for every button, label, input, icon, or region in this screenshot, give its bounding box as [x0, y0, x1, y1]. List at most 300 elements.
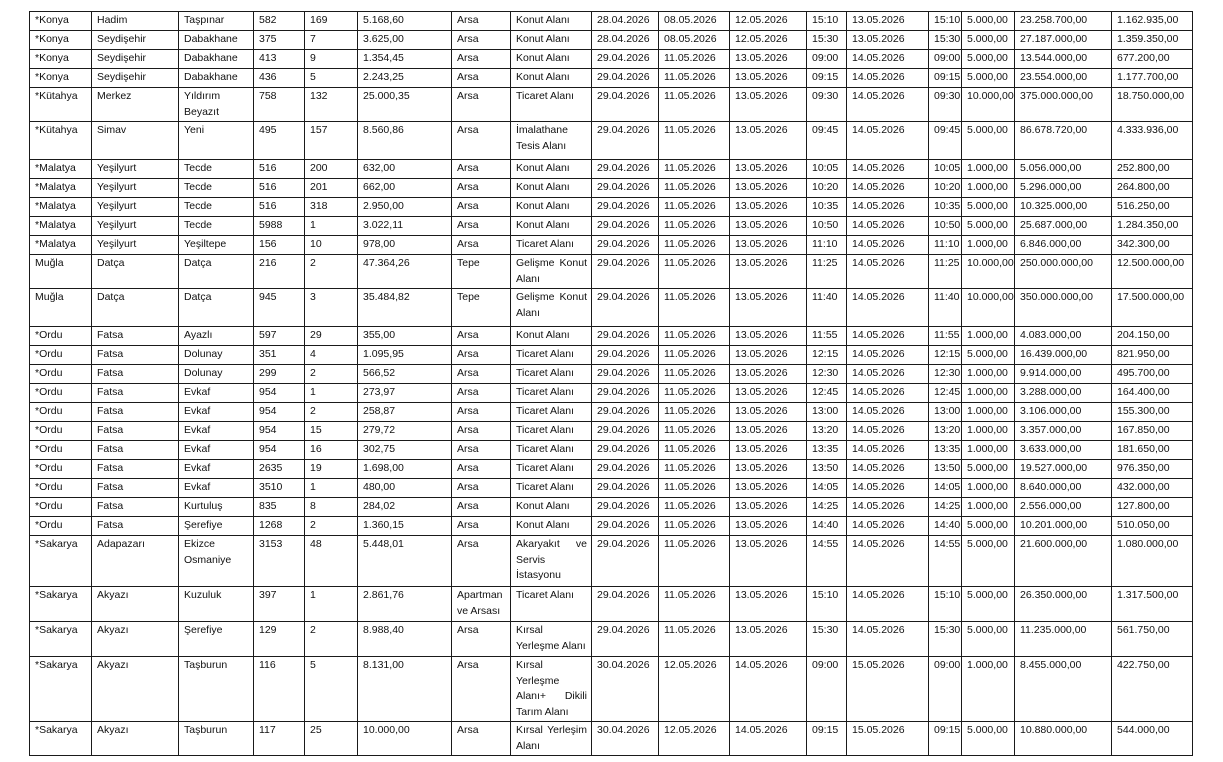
cell-block: 397 — [254, 587, 305, 622]
cell-block: 758 — [254, 88, 305, 122]
cell-parcel: 169 — [305, 12, 358, 31]
cell-property-type: Arsa — [452, 441, 511, 460]
cell-zoning: Ticaret Alanı — [511, 422, 592, 441]
table-row — [30, 31, 1193, 50]
cell-block: 954 — [254, 441, 305, 460]
cell-block: 945 — [254, 289, 305, 327]
cell-second-auction-date: 14.05.2026 — [847, 69, 929, 88]
cell-first-auction-time: 11:10 — [807, 236, 847, 255]
cell-increment: 10.000,00 — [962, 88, 1015, 122]
cell-neighborhood: Dolunay — [179, 365, 254, 384]
cell-second-auction-date: 14.05.2026 — [847, 622, 929, 657]
cell-announce-date: 29.04.2026 — [592, 327, 659, 346]
cell-first-auction-date: 12.05.2026 — [730, 12, 807, 31]
cell-second-auction-time: 15:30 — [929, 31, 962, 50]
cell-second-auction-date: 14.05.2026 — [847, 460, 929, 479]
cell-first-auction-date: 13.05.2026 — [730, 289, 807, 327]
table-row — [30, 217, 1193, 236]
cell-estimated-value: 13.544.000,00 — [1015, 50, 1112, 69]
cell-zoning: Konut Alanı — [511, 198, 592, 217]
cell-estimated-value: 19.527.000,00 — [1015, 460, 1112, 479]
cell-second-auction-date: 14.05.2026 — [847, 384, 929, 403]
cell-property-type: Arsa — [452, 69, 511, 88]
cell-neighborhood: Taşburun — [179, 722, 254, 756]
cell-deposit: 510.050,00 — [1112, 517, 1193, 536]
cell-second-auction-date: 14.05.2026 — [847, 517, 929, 536]
cell-first-auction-time: 11:25 — [807, 255, 847, 289]
cell-application-deadline: 11.05.2026 — [659, 179, 730, 198]
cell-block: 436 — [254, 69, 305, 88]
cell-parcel: 132 — [305, 88, 358, 122]
cell-second-auction-time: 15:30 — [929, 622, 962, 657]
cell-increment: 10.000,00 — [962, 289, 1015, 327]
cell-district: Yeşilyurt — [92, 236, 179, 255]
cell-block: 129 — [254, 622, 305, 657]
cell-first-auction-date: 13.05.2026 — [730, 346, 807, 365]
cell-district: Fatsa — [92, 403, 179, 422]
cell-zoning: Ticaret Alanı — [511, 587, 592, 622]
cell-application-deadline: 11.05.2026 — [659, 217, 730, 236]
cell-announce-date: 29.04.2026 — [592, 422, 659, 441]
cell-property-type: Arsa — [452, 160, 511, 179]
cell-neighborhood: Evkaf — [179, 460, 254, 479]
cell-first-auction-time: 15:10 — [807, 587, 847, 622]
cell-parcel: 1 — [305, 217, 358, 236]
cell-second-auction-time: 09:00 — [929, 50, 962, 69]
cell-zoning: Konut Alanı — [511, 517, 592, 536]
cell-application-deadline: 11.05.2026 — [659, 422, 730, 441]
cell-province: *Ordu — [30, 479, 92, 498]
cell-property-type: Arsa — [452, 327, 511, 346]
cell-district: Akyazı — [92, 722, 179, 756]
cell-estimated-value: 250.000.000,00 — [1015, 255, 1112, 289]
cell-first-auction-time: 09:00 — [807, 50, 847, 69]
cell-deposit: 432.000,00 — [1112, 479, 1193, 498]
cell-estimated-value: 4.083.000,00 — [1015, 327, 1112, 346]
cell-block: 375 — [254, 31, 305, 50]
cell-announce-date: 29.04.2026 — [592, 479, 659, 498]
cell-property-type: Arsa — [452, 88, 511, 122]
cell-second-auction-date: 15.05.2026 — [847, 722, 929, 756]
cell-parcel: 29 — [305, 327, 358, 346]
cell-block: 516 — [254, 160, 305, 179]
cell-deposit: 167.850,00 — [1112, 422, 1193, 441]
cell-parcel: 15 — [305, 422, 358, 441]
cell-zoning: Konut Alanı — [511, 217, 592, 236]
cell-neighborhood: Datça — [179, 289, 254, 327]
cell-second-auction-date: 14.05.2026 — [847, 50, 929, 69]
cell-application-deadline: 11.05.2026 — [659, 587, 730, 622]
cell-application-deadline: 11.05.2026 — [659, 384, 730, 403]
cell-block: 299 — [254, 365, 305, 384]
table-row — [30, 479, 1193, 498]
cell-first-auction-time: 13:00 — [807, 403, 847, 422]
cell-block: 117 — [254, 722, 305, 756]
cell-block: 216 — [254, 255, 305, 289]
table-row — [30, 289, 1193, 327]
cell-block: 2635 — [254, 460, 305, 479]
cell-zoning: Konut Alanı — [511, 31, 592, 50]
table-row — [30, 657, 1193, 722]
cell-zoning: Ticaret Alanı — [511, 403, 592, 422]
cell-first-auction-time: 12:15 — [807, 346, 847, 365]
cell-area-m2: 3.022,11 — [358, 217, 452, 236]
cell-announce-date: 29.04.2026 — [592, 236, 659, 255]
cell-property-type: Arsa — [452, 50, 511, 69]
cell-application-deadline: 11.05.2026 — [659, 365, 730, 384]
cell-announce-date: 30.04.2026 — [592, 657, 659, 722]
cell-second-auction-time: 09:45 — [929, 122, 962, 160]
cell-zoning: Kırsal Yerleşme Alanı — [511, 622, 592, 657]
cell-district: Fatsa — [92, 346, 179, 365]
cell-province: *Ordu — [30, 498, 92, 517]
cell-first-auction-date: 13.05.2026 — [730, 517, 807, 536]
cell-first-auction-time: 14:05 — [807, 479, 847, 498]
cell-second-auction-time: 12:30 — [929, 365, 962, 384]
cell-zoning: Ticaret Alanı — [511, 441, 592, 460]
cell-parcel: 5 — [305, 69, 358, 88]
cell-application-deadline: 11.05.2026 — [659, 460, 730, 479]
cell-province: *Sakarya — [30, 622, 92, 657]
cell-first-auction-date: 13.05.2026 — [730, 422, 807, 441]
cell-increment: 5.000,00 — [962, 536, 1015, 587]
cell-increment: 5.000,00 — [962, 722, 1015, 756]
cell-increment: 5.000,00 — [962, 12, 1015, 31]
table-row — [30, 50, 1193, 69]
cell-neighborhood: Yeni — [179, 122, 254, 160]
cell-province: *Kütahya — [30, 88, 92, 122]
cell-second-auction-date: 15.05.2026 — [847, 657, 929, 722]
cell-deposit: 1.177.700,00 — [1112, 69, 1193, 88]
cell-province: *Sakarya — [30, 722, 92, 756]
cell-district: Merkez — [92, 88, 179, 122]
cell-zoning: Ticaret Alanı — [511, 479, 592, 498]
cell-second-auction-date: 14.05.2026 — [847, 587, 929, 622]
cell-zoning: Ticaret Alanı — [511, 236, 592, 255]
cell-increment: 5.000,00 — [962, 69, 1015, 88]
document-page — [29, 11, 1193, 756]
cell-first-auction-time: 09:00 — [807, 657, 847, 722]
cell-property-type: Arsa — [452, 179, 511, 198]
cell-deposit: 264.800,00 — [1112, 179, 1193, 198]
cell-property-type: Arsa — [452, 460, 511, 479]
cell-property-type: Arsa — [452, 122, 511, 160]
cell-block: 954 — [254, 384, 305, 403]
table-row — [30, 422, 1193, 441]
cell-first-auction-time: 10:20 — [807, 179, 847, 198]
cell-second-auction-time: 10:50 — [929, 217, 962, 236]
cell-district: Hadim — [92, 12, 179, 31]
cell-first-auction-time: 13:20 — [807, 422, 847, 441]
cell-estimated-value: 16.439.000,00 — [1015, 346, 1112, 365]
cell-zoning: Ticaret Alanı — [511, 346, 592, 365]
cell-neighborhood: Şerefiye — [179, 622, 254, 657]
cell-first-auction-date: 13.05.2026 — [730, 403, 807, 422]
cell-application-deadline: 08.05.2026 — [659, 31, 730, 50]
cell-second-auction-time: 14:25 — [929, 498, 962, 517]
cell-district: Adapazarı — [92, 536, 179, 587]
cell-area-m2: 25.000,35 — [358, 88, 452, 122]
cell-province: *Malatya — [30, 160, 92, 179]
cell-zoning: Ticaret Alanı — [511, 460, 592, 479]
cell-estimated-value: 21.600.000,00 — [1015, 536, 1112, 587]
cell-district: Yeşilyurt — [92, 217, 179, 236]
cell-neighborhood: Şerefiye — [179, 517, 254, 536]
cell-property-type: Arsa — [452, 403, 511, 422]
cell-property-type: Arsa — [452, 498, 511, 517]
cell-deposit: 12.500.000,00 — [1112, 255, 1193, 289]
cell-first-auction-time: 11:55 — [807, 327, 847, 346]
cell-zoning: Konut Alanı — [511, 50, 592, 69]
cell-zoning: Ticaret Alanı — [511, 384, 592, 403]
cell-deposit: 821.950,00 — [1112, 346, 1193, 365]
cell-block: 835 — [254, 498, 305, 517]
table-row — [30, 12, 1193, 31]
cell-estimated-value: 25.687.000,00 — [1015, 217, 1112, 236]
cell-increment: 1.000,00 — [962, 384, 1015, 403]
cell-neighborhood: Kurtuluş — [179, 498, 254, 517]
cell-second-auction-time: 09:15 — [929, 722, 962, 756]
cell-district: Yeşilyurt — [92, 198, 179, 217]
cell-first-auction-date: 13.05.2026 — [730, 365, 807, 384]
cell-increment: 5.000,00 — [962, 217, 1015, 236]
cell-area-m2: 8.988,40 — [358, 622, 452, 657]
cell-neighborhood: Dolunay — [179, 346, 254, 365]
cell-estimated-value: 8.455.000,00 — [1015, 657, 1112, 722]
table-row — [30, 403, 1193, 422]
cell-area-m2: 5.168,60 — [358, 12, 452, 31]
cell-estimated-value: 8.640.000,00 — [1015, 479, 1112, 498]
cell-province: *Kütahya — [30, 122, 92, 160]
cell-zoning: İmalathane Tesis Alanı — [511, 122, 592, 160]
cell-deposit: 127.800,00 — [1112, 498, 1193, 517]
cell-application-deadline: 11.05.2026 — [659, 69, 730, 88]
cell-increment: 1.000,00 — [962, 657, 1015, 722]
cell-deposit: 17.500.000,00 — [1112, 289, 1193, 327]
cell-parcel: 2 — [305, 622, 358, 657]
cell-first-auction-date: 13.05.2026 — [730, 69, 807, 88]
cell-area-m2: 47.364,26 — [358, 255, 452, 289]
cell-district: Simav — [92, 122, 179, 160]
cell-block: 3153 — [254, 536, 305, 587]
cell-increment: 1.000,00 — [962, 327, 1015, 346]
table-row — [30, 517, 1193, 536]
cell-block: 5988 — [254, 217, 305, 236]
cell-second-auction-date: 14.05.2026 — [847, 536, 929, 587]
cell-second-auction-date: 14.05.2026 — [847, 122, 929, 160]
cell-estimated-value: 5.296.000,00 — [1015, 179, 1112, 198]
table-body — [30, 12, 1193, 756]
cell-first-auction-date: 12.05.2026 — [730, 31, 807, 50]
cell-first-auction-date: 14.05.2026 — [730, 722, 807, 756]
cell-first-auction-time: 14:40 — [807, 517, 847, 536]
cell-zoning: Ticaret Alanı — [511, 365, 592, 384]
cell-second-auction-time: 10:35 — [929, 198, 962, 217]
cell-estimated-value: 10.325.000,00 — [1015, 198, 1112, 217]
cell-announce-date: 29.04.2026 — [592, 622, 659, 657]
cell-second-auction-time: 13:00 — [929, 403, 962, 422]
cell-application-deadline: 12.05.2026 — [659, 657, 730, 722]
cell-second-auction-time: 15:10 — [929, 12, 962, 31]
table-row — [30, 722, 1193, 756]
cell-estimated-value: 23.258.700,00 — [1015, 12, 1112, 31]
table-row — [30, 622, 1193, 657]
cell-neighborhood: Kuzuluk — [179, 587, 254, 622]
cell-second-auction-date: 14.05.2026 — [847, 289, 929, 327]
cell-first-auction-date: 13.05.2026 — [730, 179, 807, 198]
cell-province: *Ordu — [30, 441, 92, 460]
cell-second-auction-date: 13.05.2026 — [847, 12, 929, 31]
cell-parcel: 8 — [305, 498, 358, 517]
cell-zoning: Akaryakıt ve Servis İstasyonu — [511, 536, 592, 587]
cell-increment: 10.000,00 — [962, 255, 1015, 289]
cell-property-type: Arsa — [452, 422, 511, 441]
cell-first-auction-date: 13.05.2026 — [730, 236, 807, 255]
cell-zoning: Kırsal Yerleşim Alanı — [511, 722, 592, 756]
cell-area-m2: 273,97 — [358, 384, 452, 403]
cell-province: *Ordu — [30, 327, 92, 346]
table-row — [30, 587, 1193, 622]
cell-area-m2: 35.484,82 — [358, 289, 452, 327]
cell-property-type: Arsa — [452, 536, 511, 587]
cell-second-auction-date: 14.05.2026 — [847, 160, 929, 179]
cell-first-auction-date: 13.05.2026 — [730, 122, 807, 160]
cell-neighborhood: Taşburun — [179, 657, 254, 722]
cell-second-auction-time: 09:15 — [929, 69, 962, 88]
cell-neighborhood: Evkaf — [179, 441, 254, 460]
cell-increment: 1.000,00 — [962, 479, 1015, 498]
cell-area-m2: 566,52 — [358, 365, 452, 384]
cell-first-auction-time: 09:15 — [807, 69, 847, 88]
cell-announce-date: 29.04.2026 — [592, 160, 659, 179]
cell-first-auction-time: 09:15 — [807, 722, 847, 756]
cell-parcel: 2 — [305, 403, 358, 422]
cell-zoning: Gelişme Konut Alanı — [511, 289, 592, 327]
cell-second-auction-time: 14:55 — [929, 536, 962, 587]
cell-property-type: Arsa — [452, 31, 511, 50]
cell-block: 156 — [254, 236, 305, 255]
cell-province: *Konya — [30, 50, 92, 69]
cell-first-auction-date: 13.05.2026 — [730, 498, 807, 517]
cell-deposit: 155.300,00 — [1112, 403, 1193, 422]
cell-deposit: 4.333.936,00 — [1112, 122, 1193, 160]
cell-neighborhood: Ayazlı — [179, 327, 254, 346]
cell-first-auction-time: 14:25 — [807, 498, 847, 517]
cell-block: 495 — [254, 122, 305, 160]
cell-second-auction-date: 14.05.2026 — [847, 403, 929, 422]
cell-estimated-value: 9.914.000,00 — [1015, 365, 1112, 384]
cell-property-type: Apartman ve Arsası — [452, 587, 511, 622]
cell-property-type: Arsa — [452, 479, 511, 498]
cell-increment: 5.000,00 — [962, 622, 1015, 657]
cell-property-type: Arsa — [452, 365, 511, 384]
cell-second-auction-date: 14.05.2026 — [847, 255, 929, 289]
cell-announce-date: 29.04.2026 — [592, 365, 659, 384]
cell-second-auction-date: 14.05.2026 — [847, 88, 929, 122]
cell-estimated-value: 6.846.000,00 — [1015, 236, 1112, 255]
cell-estimated-value: 11.235.000,00 — [1015, 622, 1112, 657]
table-row — [30, 236, 1193, 255]
cell-application-deadline: 11.05.2026 — [659, 327, 730, 346]
cell-second-auction-time: 14:05 — [929, 479, 962, 498]
cell-neighborhood: Yeşiltepe — [179, 236, 254, 255]
cell-increment: 1.000,00 — [962, 236, 1015, 255]
cell-first-auction-date: 13.05.2026 — [730, 441, 807, 460]
cell-area-m2: 662,00 — [358, 179, 452, 198]
cell-second-auction-date: 14.05.2026 — [847, 498, 929, 517]
cell-property-type: Arsa — [452, 657, 511, 722]
cell-increment: 5.000,00 — [962, 198, 1015, 217]
cell-application-deadline: 11.05.2026 — [659, 289, 730, 327]
cell-province: Muğla — [30, 289, 92, 327]
cell-first-auction-time: 15:10 — [807, 12, 847, 31]
cell-announce-date: 29.04.2026 — [592, 460, 659, 479]
cell-parcel: 48 — [305, 536, 358, 587]
cell-district: Fatsa — [92, 384, 179, 403]
cell-announce-date: 29.04.2026 — [592, 122, 659, 160]
cell-district: Datça — [92, 255, 179, 289]
cell-parcel: 2 — [305, 255, 358, 289]
table-row — [30, 327, 1193, 346]
table-row — [30, 498, 1193, 517]
table-row — [30, 122, 1193, 160]
cell-area-m2: 2.861,76 — [358, 587, 452, 622]
cell-area-m2: 978,00 — [358, 236, 452, 255]
cell-second-auction-date: 14.05.2026 — [847, 422, 929, 441]
cell-zoning: Konut Alanı — [511, 179, 592, 198]
cell-neighborhood: Evkaf — [179, 403, 254, 422]
cell-area-m2: 3.625,00 — [358, 31, 452, 50]
cell-parcel: 318 — [305, 198, 358, 217]
cell-announce-date: 29.04.2026 — [592, 403, 659, 422]
cell-parcel: 201 — [305, 179, 358, 198]
cell-second-auction-date: 14.05.2026 — [847, 346, 929, 365]
cell-increment: 1.000,00 — [962, 179, 1015, 198]
cell-parcel: 7 — [305, 31, 358, 50]
cell-property-type: Tepe — [452, 255, 511, 289]
cell-application-deadline: 12.05.2026 — [659, 722, 730, 756]
cell-announce-date: 28.04.2026 — [592, 31, 659, 50]
cell-zoning: Konut Alanı — [511, 12, 592, 31]
cell-deposit: 342.300,00 — [1112, 236, 1193, 255]
cell-increment: 1.000,00 — [962, 498, 1015, 517]
cell-deposit: 422.750,00 — [1112, 657, 1193, 722]
cell-deposit: 18.750.000,00 — [1112, 88, 1193, 122]
cell-estimated-value: 375.000.000,00 — [1015, 88, 1112, 122]
cell-province: *Sakarya — [30, 587, 92, 622]
cell-property-type: Arsa — [452, 236, 511, 255]
cell-first-auction-date: 14.05.2026 — [730, 657, 807, 722]
cell-area-m2: 1.095,95 — [358, 346, 452, 365]
cell-second-auction-date: 14.05.2026 — [847, 327, 929, 346]
cell-application-deadline: 11.05.2026 — [659, 50, 730, 69]
table-row — [30, 69, 1193, 88]
cell-area-m2: 302,75 — [358, 441, 452, 460]
cell-estimated-value: 10.880.000,00 — [1015, 722, 1112, 756]
cell-property-type: Arsa — [452, 722, 511, 756]
cell-province: *Ordu — [30, 384, 92, 403]
cell-district: Fatsa — [92, 517, 179, 536]
cell-second-auction-time: 11:55 — [929, 327, 962, 346]
cell-announce-date: 29.04.2026 — [592, 498, 659, 517]
cell-province: *Ordu — [30, 460, 92, 479]
cell-area-m2: 1.360,15 — [358, 517, 452, 536]
cell-deposit: 181.650,00 — [1112, 441, 1193, 460]
cell-province: *Malatya — [30, 236, 92, 255]
cell-zoning: Gelişme Konut Alanı — [511, 255, 592, 289]
cell-district: Fatsa — [92, 460, 179, 479]
cell-first-auction-time: 15:30 — [807, 31, 847, 50]
